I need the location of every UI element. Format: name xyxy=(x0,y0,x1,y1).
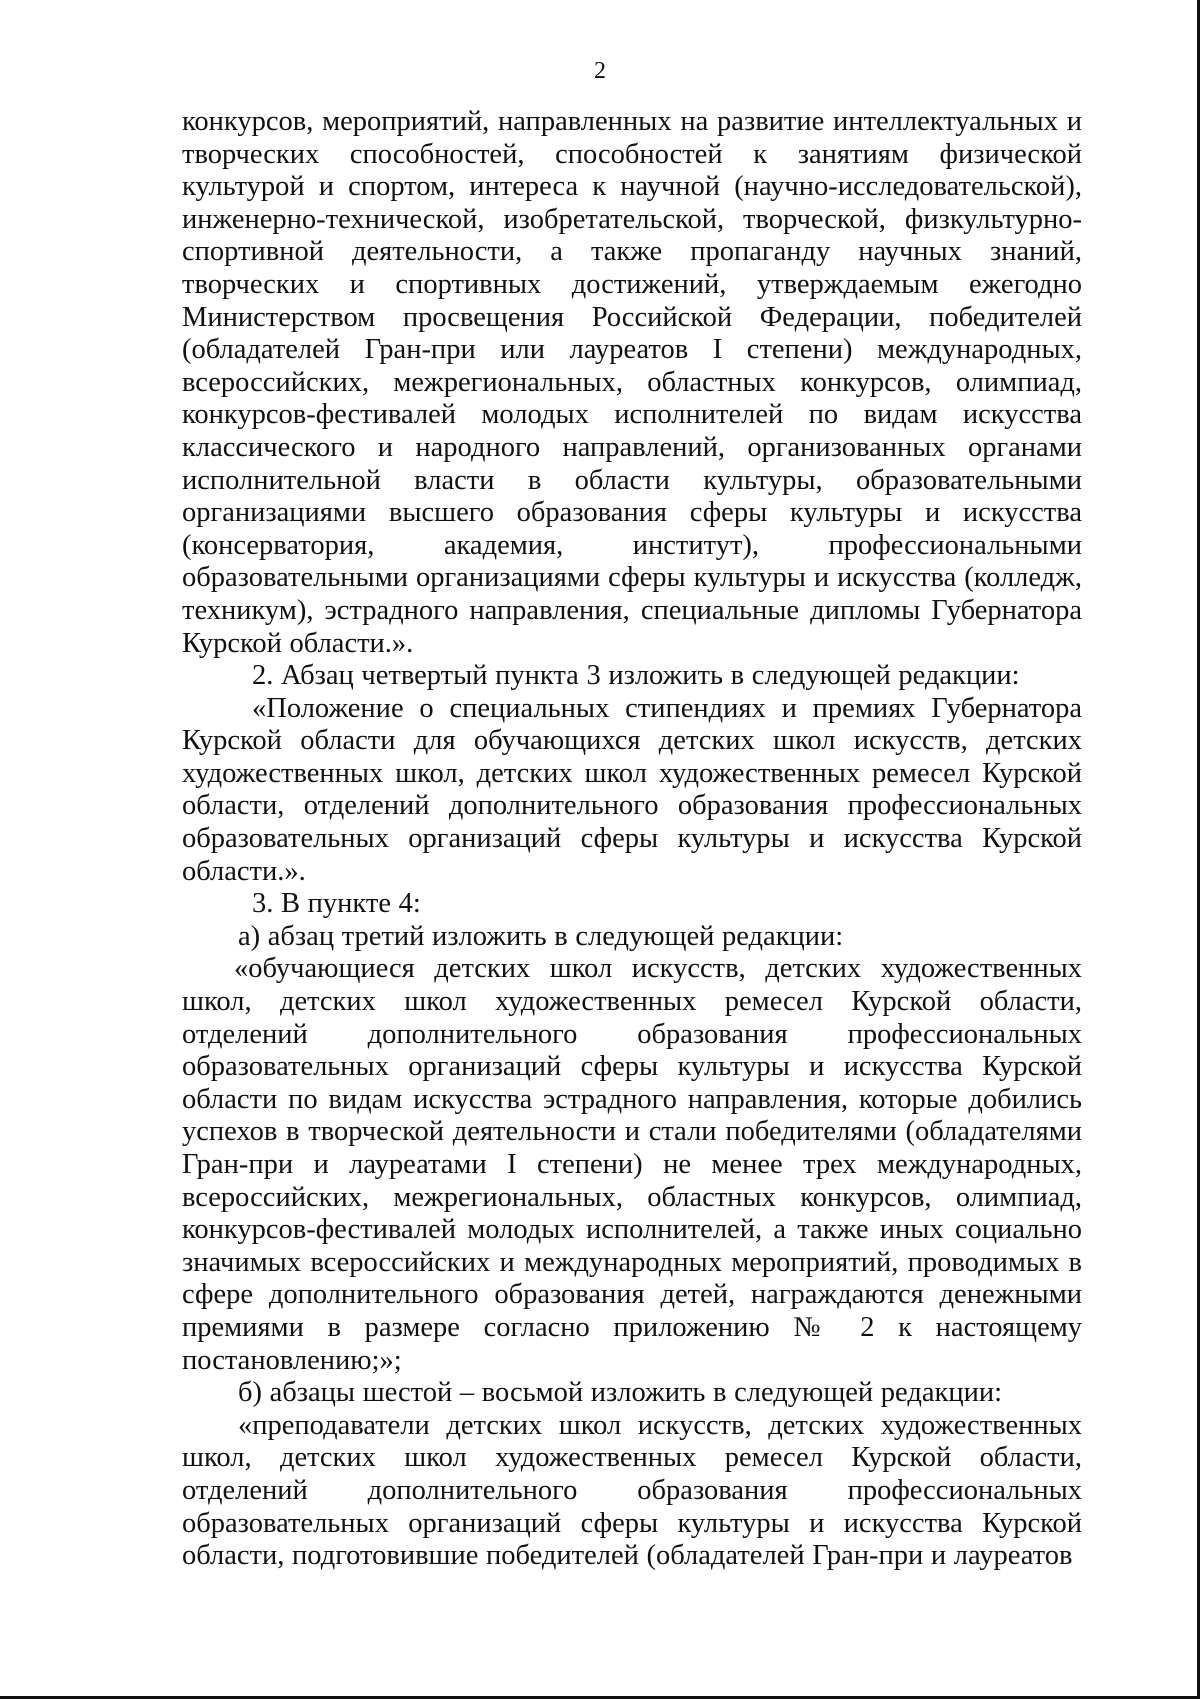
paragraph-subitem-b: б) абзацы шестой – восьмой изложить в следующей редакции: xyxy=(238,1377,1002,1409)
paragraph-quote-students: «обучающиеся детских школ искусств, детских художественных школ, детских школ художественных ремесел Курской области, отделений дополнительного образования профессиональных образовательных организаций сферы культуры и искусства Курской области по видам искусства эстрадного направления, которые добились успехов в творческой деятельности и стали победителями (обладателями Гран-при и лауреатами I степени) не менее трех международных, всероссийских, межрегиональных, областных конкурсов, олимпиад, конкурсов-фестивалей молодых исполнителей, а также иных социально значимых всероссийских и международных мероприятий, проводимых в сфере дополнительного образования детей, награждаются денежными премиями в размере согласно приложению № 2 к настоящему постановлению;»; xyxy=(182,953,1082,1376)
paragraph-subitem-a: а) абзац третий изложить в следующей редакции: xyxy=(238,920,844,952)
page-number: 2 xyxy=(594,58,606,84)
paragraph-continuation: конкурсов, мероприятий, направленных на развитие интеллектуальных и творческих способностей, способностей к занятиям физической культурой и спортом, интереса к научной (научно-исследовательской), инженерно-технической, изобретательской, творческой, физкультурно-спортивной деятельности, а также пропаганду научных знаний, творческих и спортивных достижений, утверждаемым ежегодно Министерством просвещения Российской Федерации, победителей (обладателей Гран-при или лауреатов I степени) международных, всероссийских, межрегиональных, областных конкурсов, олимпиад, конкурсов-фестивалей молодых исполнителей по видам искусства классического и народного направлений, организованных органами исполнительной власти в области культуры, образовательными организациями высшего образования сферы культуры и искусства (консерватория, академия, институт), профессиональными образовательными организациями сферы культуры и искусства (колледж, техникум), эстрадного направления, специальные дипломы Губернатора Курской области.». xyxy=(182,106,1082,659)
paragraph-quote-teachers: «преподаватели детских школ искусств, детских художественных школ, детских школ художественных ремесел Курской области, отделений дополнительного образования профессиональных образовательных организаций сферы культуры и искусства Курской области, подготовившие победителей (обладателей Гран-при и лауреатов xyxy=(182,1409,1082,1572)
paragraph-item-2: 2. Абзац четвертый пункта 3 изложить в следующей редакции: xyxy=(252,660,1020,692)
paragraph-item-3: 3. В пункте 4: xyxy=(252,888,421,920)
document-body xyxy=(182,106,1082,1573)
paragraph-quote-regulation: «Положение о специальных стипендиях и премиях Губернатора Курской области для обучающихся детских школ искусств, детских художественных школ, детских школ художественных ремесел Курской области, отделений дополнительного образования профессиональных образовательных организаций сферы культуры и искусства Курской области.». xyxy=(182,692,1082,887)
